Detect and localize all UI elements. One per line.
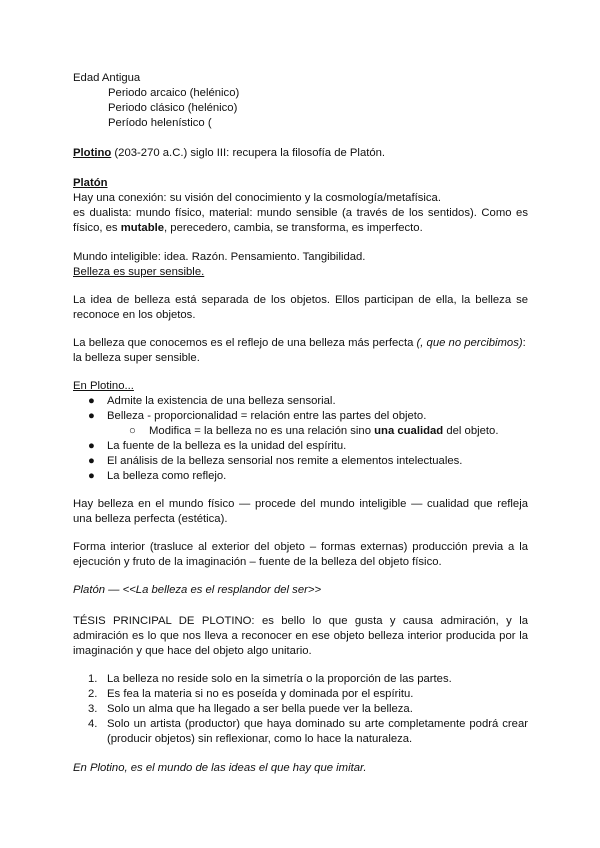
paragraph-forma-interior: Forma interior (trasluce al exterior del objeto – formas externas) producción previa a la ejecución y fruto de la imaginación – fuente de la belleza del objeto físico. — [73, 541, 528, 568]
list-item-text: El análisis de la belleza sensorial nos remite a elementos intelectuales. — [107, 455, 463, 467]
platon-section — [73, 176, 528, 236]
list-item-text: Belleza - proporcionalidad = relación entre las partes del objeto. — [107, 410, 427, 422]
era-section — [73, 71, 528, 131]
super-sensible-line: Belleza es super sensible. — [73, 266, 205, 278]
item-text: La belleza no reside solo en la simetría o la proporción de las partes. — [107, 673, 452, 685]
dualist-bold: mutable — [120, 222, 165, 234]
bullet-icon: ● — [88, 395, 95, 407]
item-text: Es fea la materia si no es poseída y dominada por el espíritu. — [107, 688, 414, 700]
period-item: Periodo clásico (helénico) — [108, 102, 238, 114]
intelligible-section — [73, 250, 528, 280]
en-plotino-section — [73, 379, 528, 484]
numbered-item — [73, 702, 528, 717]
paragraph-idea: La idea de belleza está separada de los objetos. Ellos participan de ella, la belleza se reconoce en los objetos. — [73, 294, 528, 321]
item-number: 1. — [88, 673, 98, 685]
sub-item-text: Modifica = la belleza no es una relación sino — [149, 425, 375, 437]
tesis-principal: TÉSIS PRINCIPAL DE PLOTINO: es bello lo que gusta y causa admiración, y la admiración es lo que nos lleva a reconocer en ese objeto belleza interior producida por la imaginación y que hace del objeto algo unitario. — [73, 615, 528, 657]
intelligible-line: Mundo inteligible: idea. Razón. Pensamiento. Tangibilidad. — [73, 251, 366, 263]
paragraph-mundo-fisico: Hay belleza en el mundo físico — procede del mundo inteligible — cualidad que refleja una belleza perfecta (estética). — [73, 498, 528, 525]
platon-dualist — [73, 206, 528, 236]
sub-item-text-end: del objeto. — [443, 425, 499, 437]
numbered-item — [73, 687, 528, 702]
numbered-section — [73, 672, 528, 747]
bullet-icon: ● — [88, 470, 95, 482]
reflejo-line2: la belleza super sensible. — [73, 352, 200, 364]
dualist-text-end: , perecedero, cambia, se transforma, es imperfecto. — [164, 222, 423, 234]
list-item — [73, 409, 528, 424]
bullet-icon: ● — [88, 410, 95, 422]
item-number: 4. — [88, 718, 98, 730]
bullet-icon: ● — [88, 455, 95, 467]
era-title: Edad Antigua — [73, 72, 141, 84]
list-item-text: La belleza como reflejo. — [107, 470, 227, 482]
platon-quote: Platón — <<La belleza es el resplandor del ser>> — [73, 584, 322, 596]
plotino-bullet-list — [73, 394, 528, 484]
list-item — [73, 454, 528, 469]
sub-item-bold: una cualidad — [374, 425, 444, 437]
paragraph-reflejo — [73, 336, 528, 366]
reflejo-text: La belleza que conocemos es el reflejo de una belleza más perfecta — [73, 337, 417, 349]
numbered-list — [73, 672, 528, 747]
period-item: Periodo arcaico (helénico) — [108, 87, 240, 99]
list-item-text: La fuente de la belleza es la unidad del espíritu. — [107, 440, 347, 452]
list-item — [73, 469, 528, 484]
list-item — [73, 394, 528, 409]
reflejo-italic: (, que no percibimos) — [416, 337, 523, 349]
circle-bullet-icon: ○ — [129, 425, 136, 437]
list-item-text: Admite la existencia de una belleza sensorial. — [107, 395, 336, 407]
reflejo-colon: : — [522, 337, 526, 349]
platon-connection: Hay una conexión: su visión del conocimiento y la cosmología/metafísica. — [73, 192, 441, 204]
plotino-intro-text: (203-270 a.C.) siglo III: recupera la filosofía de Platón. — [111, 147, 386, 159]
item-text: Solo un alma que ha llegado a ser bella puede ver la belleza. — [107, 703, 413, 715]
numbered-item — [73, 672, 528, 687]
closing-line: En Plotino, es el mundo de las ideas el que hay que imitar. — [73, 762, 367, 774]
sub-list-item — [73, 424, 528, 439]
item-number: 2. — [88, 688, 98, 700]
dualist-text: es dualista: mundo físico, material: mundo sensible (a través de los sentidos). Como es físico, es — [73, 207, 528, 234]
item-text: Solo un artista (productor) que haya dominado su arte completamente podrá crear (producir objetos) sin reflexionar, como lo hace la naturaleza. — [107, 718, 528, 745]
list-item — [73, 439, 528, 454]
item-number: 3. — [88, 703, 98, 715]
period-item: Período helenístico ( — [108, 117, 212, 129]
numbered-item — [73, 717, 528, 747]
bullet-icon: ● — [88, 440, 95, 452]
plotino-name: Plotino — [73, 147, 112, 159]
plotino-intro — [73, 146, 528, 161]
platon-heading: Platón — [73, 177, 108, 189]
en-plotino-heading: En Plotino... — [73, 380, 134, 392]
